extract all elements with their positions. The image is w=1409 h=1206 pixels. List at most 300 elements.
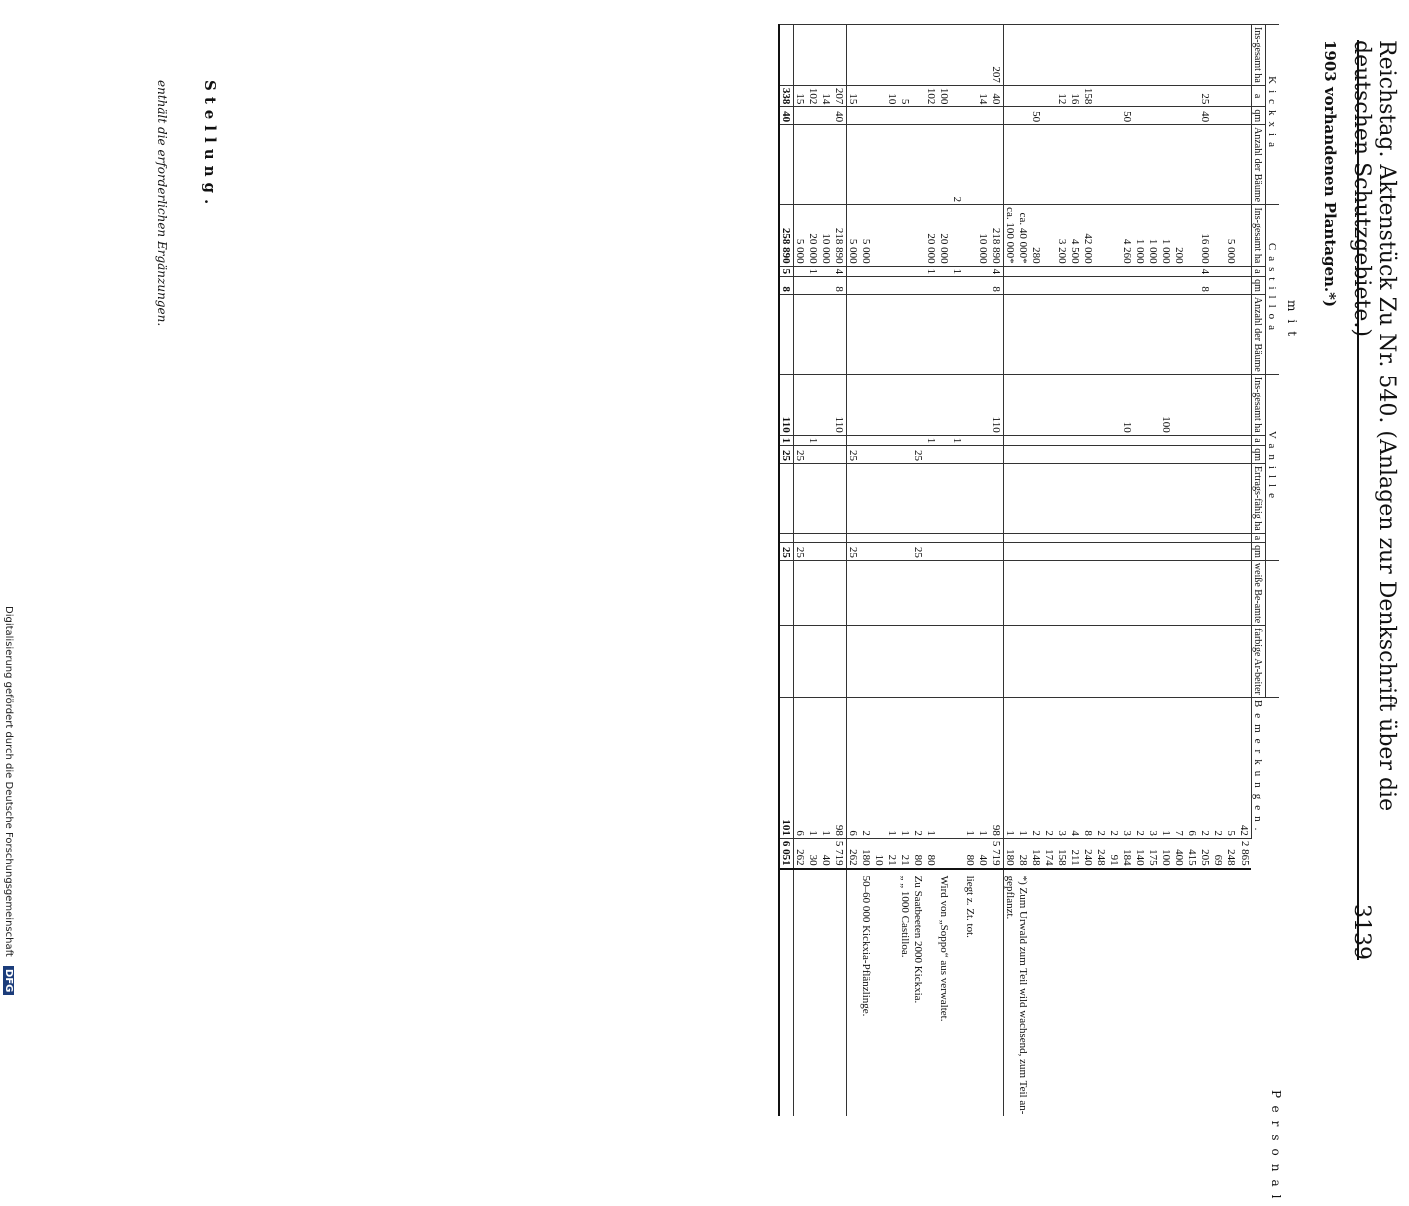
table-cell: 1	[951, 435, 964, 446]
table-cell: 175	[1147, 838, 1160, 868]
table-cell: 40	[820, 838, 833, 868]
table-cell	[1238, 25, 1252, 86]
table-cell	[820, 277, 833, 295]
table-cell	[1082, 446, 1095, 464]
group-kickxia: Kickxia	[1266, 25, 1280, 205]
remark-cell	[1043, 869, 1056, 1117]
table-cell	[807, 543, 820, 561]
dfg-logo: DFG	[3, 966, 14, 995]
table-cell	[951, 533, 964, 542]
table-cell: 5 000	[1225, 205, 1238, 267]
table-cell	[1147, 435, 1160, 446]
column-header: farbige Ar-beiter	[1252, 626, 1266, 698]
table-cell	[1186, 446, 1199, 464]
table-cell: 40	[833, 107, 847, 125]
table-cell	[964, 266, 977, 277]
table-cell	[899, 266, 912, 277]
table-cell	[1004, 266, 1018, 277]
table-cell	[1082, 435, 1095, 446]
table-cell	[1199, 374, 1212, 435]
remark-cell: gepflanzt.	[1004, 869, 1018, 1117]
table-cell	[912, 374, 925, 435]
table-cell	[1043, 25, 1056, 86]
table-cell	[938, 374, 951, 435]
table-cell: 4	[1199, 266, 1212, 277]
remark-cell	[1186, 869, 1199, 1117]
table-cell	[820, 294, 833, 374]
table-cell: 3	[1147, 697, 1160, 838]
page-header	[1349, 40, 1399, 960]
table-cell	[912, 266, 925, 277]
table-cell	[1121, 25, 1134, 86]
table-cell	[1212, 560, 1225, 625]
table-cell	[794, 107, 808, 125]
column-header: a	[1252, 533, 1266, 542]
table-cell: 2	[1212, 697, 1225, 838]
table-cell	[1199, 446, 1212, 464]
table-cell	[847, 463, 861, 533]
table-cell	[1173, 446, 1186, 464]
table-cell	[1134, 107, 1147, 125]
table-cell	[1108, 463, 1121, 533]
table-cell	[925, 374, 938, 435]
table-cell	[873, 277, 886, 295]
table-cell	[1108, 277, 1121, 295]
table-cell	[886, 205, 899, 267]
table-cell	[990, 463, 1004, 533]
table-cell	[1030, 374, 1043, 435]
table-cell	[873, 435, 886, 446]
table-row	[1199, 25, 1212, 1117]
table-cell	[820, 533, 833, 542]
table-cell: 28	[1017, 838, 1030, 868]
table-cell: 10	[873, 838, 886, 868]
table-cell	[873, 533, 886, 542]
table-cell	[794, 533, 808, 542]
table-cell: 5	[1225, 697, 1238, 838]
table-row	[1017, 25, 1030, 1117]
table-cell	[1004, 125, 1018, 205]
table-cell: 16 000	[1199, 205, 1212, 267]
table-cell	[1069, 125, 1082, 205]
table-cell	[1043, 560, 1056, 625]
table-cell	[1043, 533, 1056, 542]
table-cell: 280	[1030, 205, 1043, 267]
table-cell: 2	[1030, 697, 1043, 838]
table-cell: 50	[1030, 107, 1043, 125]
table-cell: 80	[964, 838, 977, 868]
table-cell	[1238, 277, 1252, 295]
table-cell	[1043, 543, 1056, 561]
table-cell	[1173, 277, 1186, 295]
table-cell	[977, 446, 990, 464]
table-cell: 205	[1199, 838, 1212, 868]
table-cell: 25	[779, 446, 794, 464]
table-cell	[990, 626, 1004, 698]
table-cell	[1147, 25, 1160, 86]
table-cell: 1	[977, 697, 990, 838]
table-cell	[1082, 25, 1095, 86]
table-cell	[847, 125, 861, 205]
table-cell	[990, 107, 1004, 125]
table-cell	[1186, 543, 1199, 561]
table-cell	[1212, 205, 1225, 267]
table-cell	[1134, 277, 1147, 295]
table-row	[1030, 25, 1043, 1117]
table-row	[820, 25, 833, 1117]
table-cell	[1004, 85, 1018, 107]
table-cell	[779, 463, 794, 533]
table-cell	[938, 560, 951, 625]
table-cell	[912, 435, 925, 446]
table-cell	[1017, 107, 1030, 125]
table-cell	[1212, 277, 1225, 295]
table-cell: 98	[990, 697, 1004, 838]
table-cell	[1186, 266, 1199, 277]
table-cell	[1082, 463, 1095, 533]
table-cell	[807, 125, 820, 205]
remark-cell	[833, 869, 847, 1117]
table-cell: 98	[833, 697, 847, 838]
table-cell	[1173, 435, 1186, 446]
table-cell: 240	[1082, 838, 1095, 868]
table-cell	[964, 543, 977, 561]
table-cell	[860, 125, 873, 205]
table-cell	[1121, 266, 1134, 277]
table-cell	[807, 626, 820, 698]
table-cell: 42 000	[1082, 205, 1095, 267]
table-cell	[1017, 125, 1030, 205]
table-cell	[820, 25, 833, 86]
table-cell: 1	[807, 697, 820, 838]
table-cell	[794, 25, 808, 86]
table-cell	[951, 85, 964, 107]
remark-cell	[1095, 869, 1108, 1117]
table-cell	[1186, 205, 1199, 267]
table-cell	[925, 107, 938, 125]
table-cell: 1	[1017, 697, 1030, 838]
table-cell	[1199, 294, 1212, 374]
table-cell	[1238, 107, 1252, 125]
table-cell	[1004, 446, 1018, 464]
table-cell	[847, 107, 861, 125]
table-cell	[1121, 463, 1134, 533]
table-cell	[1238, 266, 1252, 277]
table-cell	[1160, 125, 1173, 205]
table-cell	[807, 107, 820, 125]
table-cell: 110	[833, 374, 847, 435]
table-cell: 1	[925, 697, 938, 838]
table-cell	[1095, 533, 1108, 542]
table-cell	[1056, 374, 1069, 435]
table-cell	[964, 446, 977, 464]
table-cell	[912, 107, 925, 125]
remark-cell	[1134, 869, 1147, 1117]
column-header: Ins-gesamt ha	[1252, 374, 1266, 435]
table-cell	[1238, 446, 1252, 464]
column-header: qm	[1252, 543, 1266, 561]
plantation-table	[778, 24, 1279, 1116]
table-cell: 4	[833, 266, 847, 277]
table-cell	[873, 25, 886, 86]
table-cell	[820, 626, 833, 698]
table-row	[860, 25, 873, 1117]
table-cell	[1173, 626, 1186, 698]
remark-cell	[794, 869, 808, 1117]
table-cell	[1134, 125, 1147, 205]
table-cell	[1056, 560, 1069, 625]
table-cell	[779, 560, 794, 625]
table-cell: 258 890	[779, 205, 794, 267]
table-cell	[1095, 560, 1108, 625]
table-row	[1056, 25, 1069, 1117]
table-cell	[1199, 626, 1212, 698]
table-cell: 4	[990, 266, 1004, 277]
table-cell	[1225, 543, 1238, 561]
table-cell: 211	[1069, 838, 1082, 868]
table-cell: 15	[847, 85, 861, 107]
table-cell	[860, 266, 873, 277]
table-cell	[1212, 533, 1225, 542]
table-cell	[1238, 374, 1252, 435]
table-cell: 158	[1082, 85, 1095, 107]
column-header: Ertrags-fähig ha	[1252, 463, 1266, 533]
table-cell: 3	[1121, 697, 1134, 838]
remark-cell	[820, 869, 833, 1117]
table-cell	[873, 626, 886, 698]
table-cell	[1108, 560, 1121, 625]
table-cell	[1212, 435, 1225, 446]
remark-cell	[1056, 869, 1069, 1117]
table-cell	[1134, 266, 1147, 277]
table-cell: 10 000	[977, 205, 990, 267]
table-cell	[1030, 266, 1043, 277]
table-cell	[1238, 294, 1252, 374]
table-cell	[860, 446, 873, 464]
table-cell	[1160, 85, 1173, 107]
table-cell	[1056, 463, 1069, 533]
table-cell	[951, 543, 964, 561]
table-cell	[951, 697, 964, 838]
table-cell: 248	[1095, 838, 1108, 868]
table-cell	[1173, 107, 1186, 125]
table-cell: ca. 40 000*	[1017, 205, 1030, 267]
table-cell	[899, 446, 912, 464]
remark-cell	[1225, 869, 1238, 1117]
table-cell	[977, 294, 990, 374]
table-cell: 4	[1069, 697, 1082, 838]
table-cell: 218 890	[990, 205, 1004, 267]
table-cell	[1225, 25, 1238, 86]
table-cell	[1056, 266, 1069, 277]
table-cell: 25	[779, 543, 794, 561]
table-cell	[951, 277, 964, 295]
table-cell	[860, 543, 873, 561]
table-cell	[1017, 446, 1030, 464]
table-cell: 2	[1095, 697, 1108, 838]
table-cell	[1043, 277, 1056, 295]
table-cell	[1030, 626, 1043, 698]
table-cell	[1121, 277, 1134, 295]
remark-cell	[1173, 869, 1186, 1117]
remark-cell	[951, 869, 964, 1117]
table-cell	[886, 25, 899, 86]
table-cell	[938, 435, 951, 446]
table-cell	[860, 560, 873, 625]
table-cell	[977, 435, 990, 446]
column-header: qm	[1252, 446, 1266, 464]
table-cell	[1225, 463, 1238, 533]
table-cell	[964, 435, 977, 446]
table-cell	[820, 125, 833, 205]
table-cell	[938, 277, 951, 295]
table-cell	[899, 463, 912, 533]
table-cell: 1 000	[1160, 205, 1173, 267]
table-cell	[1056, 533, 1069, 542]
table-cell	[1147, 626, 1160, 698]
table-cell	[990, 543, 1004, 561]
table-cell	[1225, 294, 1238, 374]
table-cell	[1186, 560, 1199, 625]
remark-cell	[847, 869, 861, 1117]
table-cell	[1108, 107, 1121, 125]
table-cell	[860, 533, 873, 542]
table-cell	[990, 533, 1004, 542]
table-cell	[990, 294, 1004, 374]
table-cell	[1134, 533, 1147, 542]
table-cell	[1043, 374, 1056, 435]
table-cell	[873, 697, 886, 838]
table-cell	[899, 107, 912, 125]
table-cell	[833, 446, 847, 464]
table-cell	[1043, 463, 1056, 533]
table-cell	[1121, 446, 1134, 464]
table-cell	[1095, 277, 1108, 295]
table-cell	[1095, 435, 1108, 446]
table-cell	[1212, 85, 1225, 107]
table-cell	[886, 543, 899, 561]
column-header: a	[1252, 85, 1266, 107]
table-cell	[1108, 435, 1121, 446]
table-cell	[1186, 435, 1199, 446]
table-cell	[1030, 463, 1043, 533]
table-subtitle: 1903 vorhandenen Plantagen.*)	[1321, 40, 1339, 308]
table-cell	[1069, 294, 1082, 374]
column-header: a	[1252, 266, 1266, 277]
table-cell	[794, 277, 808, 295]
table-cell	[1004, 277, 1018, 295]
header-title: Reichstag. Aktenstück Zu Nr. 540. (Anlagen zur Denkschrift über die deutschen Schutzgebiete.)	[1349, 40, 1399, 812]
remark-cell	[1160, 869, 1173, 1117]
table-cell	[1225, 85, 1238, 107]
table-cell	[977, 560, 990, 625]
table-cell	[1017, 85, 1030, 107]
table-cell	[977, 626, 990, 698]
table-cell	[820, 107, 833, 125]
table-cell: 25	[1199, 85, 1212, 107]
label-mit: mit	[1285, 300, 1299, 345]
table-cell	[833, 533, 847, 542]
label-personal: Personal	[1269, 1090, 1283, 1206]
table-cell	[938, 626, 951, 698]
table-row	[833, 25, 847, 1117]
table-cell: 69	[1212, 838, 1225, 868]
table-cell	[938, 25, 951, 86]
table-cell	[873, 294, 886, 374]
table-cell	[1043, 446, 1056, 464]
column-header: Anzahl der Bäume	[1252, 125, 1266, 205]
table-cell	[951, 838, 964, 868]
group-castilloa: Castilloa	[1266, 205, 1280, 375]
table-cell: 12	[1056, 85, 1069, 107]
table-cell	[1160, 560, 1173, 625]
table-cell	[1030, 277, 1043, 295]
table-cell: 1	[807, 435, 820, 446]
table-cell	[820, 266, 833, 277]
table-row	[925, 25, 938, 1117]
table-cell	[1095, 543, 1108, 561]
table-cell	[951, 626, 964, 698]
table-row	[873, 25, 886, 1117]
table-cell	[1160, 446, 1173, 464]
table-cell	[794, 560, 808, 625]
table-cell	[964, 85, 977, 107]
table-cell	[873, 85, 886, 107]
table-cell	[912, 25, 925, 86]
table-cell	[1030, 85, 1043, 107]
table-cell: 8	[779, 277, 794, 295]
table-cell: 5 719	[833, 838, 847, 868]
table-cell	[886, 435, 899, 446]
table-cell	[860, 85, 873, 107]
table-cell: 174	[1043, 838, 1056, 868]
table-cell	[794, 266, 808, 277]
table-cell	[925, 125, 938, 205]
table-cell	[951, 205, 964, 267]
table-cell: 25	[794, 446, 808, 464]
table-cell	[886, 277, 899, 295]
table-cell	[873, 543, 886, 561]
table-cell: 262	[847, 838, 861, 868]
table-cell	[1199, 560, 1212, 625]
table-cell	[794, 435, 808, 446]
table-cell	[938, 838, 951, 868]
table-cell	[1082, 277, 1095, 295]
remark-cell	[1121, 869, 1134, 1117]
table-cell	[1160, 533, 1173, 542]
table-cell	[1017, 277, 1030, 295]
table-cell	[1043, 125, 1056, 205]
table-cell	[925, 446, 938, 464]
remark-cell	[1199, 869, 1212, 1117]
table-cell	[1173, 85, 1186, 107]
table-row	[1147, 25, 1160, 1117]
table-cell: 40	[779, 107, 794, 125]
table-cell	[794, 626, 808, 698]
table-cell	[1004, 294, 1018, 374]
table-cell	[1199, 463, 1212, 533]
table-cell	[1004, 107, 1018, 125]
table-cell	[1108, 374, 1121, 435]
table-cell	[1004, 626, 1018, 698]
table-cell	[899, 374, 912, 435]
table-cell: 15	[794, 85, 808, 107]
table-cell	[1056, 626, 1069, 698]
table-cell	[1017, 435, 1030, 446]
table-cell	[1069, 435, 1082, 446]
table-cell: 10	[1121, 374, 1134, 435]
table-cell	[951, 374, 964, 435]
